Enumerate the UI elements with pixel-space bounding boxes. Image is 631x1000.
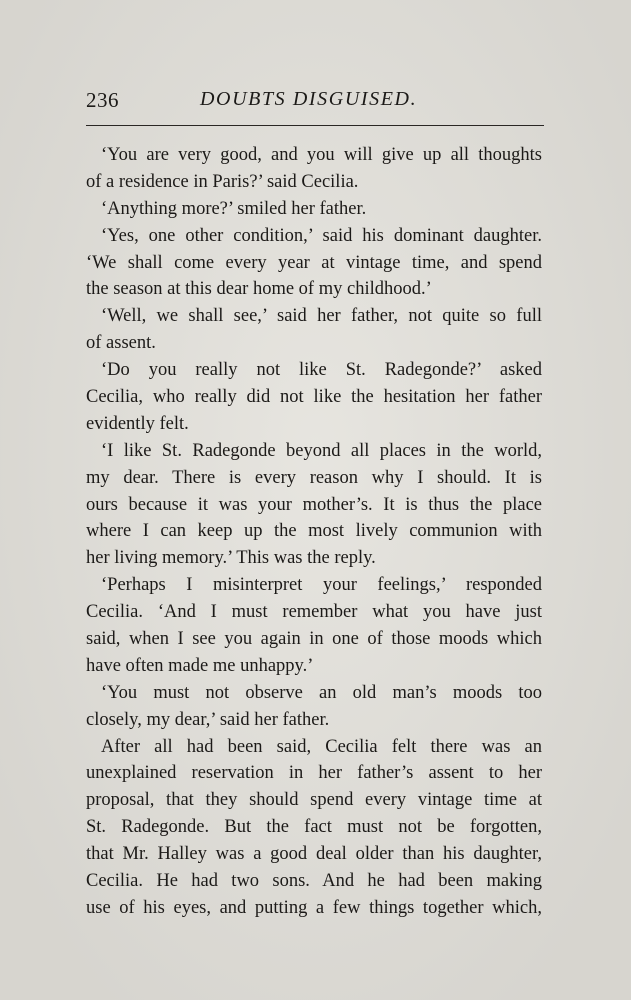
text-line: ‘Yes, one other condition,’ said his dominant daughter. <box>101 225 542 246</box>
text-line: After all had been said, Cecilia felt there was an <box>101 736 542 757</box>
text-line: use of his eyes, and putting a few things together which, <box>86 897 542 918</box>
text-line: the season at this dear home of my childhood.’ <box>86 279 432 300</box>
text-line: Cecilia. He had two sons. And he had been making <box>86 871 542 892</box>
text-line: have often made me unhappy.’ <box>86 655 314 676</box>
text-line: ‘Anything more?’ smiled her father. <box>101 198 367 219</box>
text-line: of a residence in Paris?’ said Cecilia. <box>86 171 359 192</box>
text-line: ‘You must not observe an old man’s moods too <box>101 682 542 703</box>
text-line: Cecilia, who really did not like the hesitation her father <box>86 387 542 408</box>
text-line: ‘Well, we shall see,’ said her father, not quite so full <box>101 306 542 327</box>
text-line: of assent. <box>86 333 156 354</box>
text-line: said, when I see you again in one of those moods which <box>86 629 542 650</box>
text-line: Cecilia. ‘And I must remember what you have just <box>86 602 542 623</box>
header-rule <box>86 125 544 126</box>
text-line: ‘Do you really not like St. Radegonde?’ asked <box>101 360 542 381</box>
page-number: 236 <box>86 88 119 112</box>
text-line: where I can keep up the most lively communion with <box>86 521 542 542</box>
text-line: closely, my dear,’ said her father. <box>86 709 330 730</box>
text-line: evidently felt. <box>86 413 189 434</box>
text-line: ours because it was your mother’s. It is thus the place <box>86 494 542 515</box>
text-line: that Mr. Halley was a good deal older than his daughter, <box>86 844 542 865</box>
text-line: ‘You are very good, and you will give up all thoughts <box>101 145 542 165</box>
text-line: ‘I like St. Radegonde beyond all places in the world, <box>101 440 542 461</box>
running-head: DOUBTS DISGUISED. <box>200 88 418 110</box>
text-line: ‘We shall come every year at vintage time, and spend <box>86 252 542 273</box>
text-line: ‘Perhaps I misinterpret your feelings,’ responded <box>101 575 542 596</box>
body-text <box>86 142 542 922</box>
text-line: unexplained reservation in her father’s assent to her <box>86 763 542 784</box>
page-header <box>86 86 544 122</box>
text-line: proposal, that they should spend every vintage time at <box>86 790 542 811</box>
text-line: St. Radegonde. But the fact must not be forgotten, <box>86 817 542 838</box>
text-line: my dear. There is every reason why I should. It is <box>86 467 542 488</box>
text-line: her living memory.’ This was the reply. <box>86 548 376 569</box>
